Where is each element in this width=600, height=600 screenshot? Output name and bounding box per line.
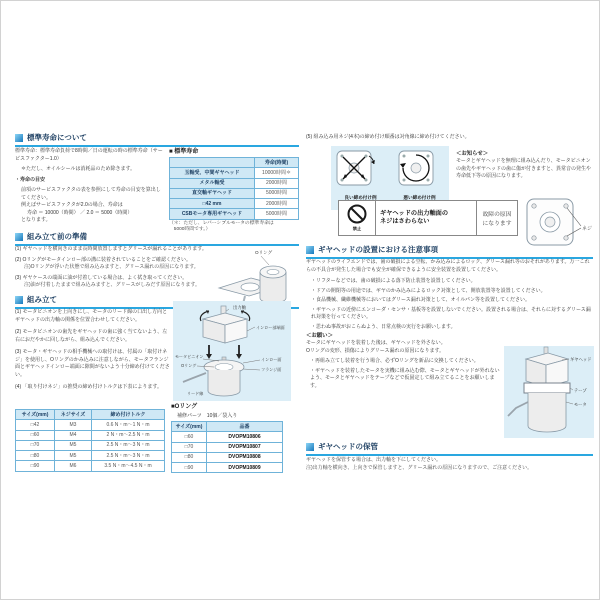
prep-item-3-note: 注)油が付着したままで組み込みますと、グリースがしみだす原因になります。 — [24, 282, 201, 288]
output-shaft-label: 出力軸 — [233, 305, 246, 310]
life-paragraph-1-note: ＊ただし、オイルシールは消耗品のため除きます。 — [21, 166, 136, 172]
life-table-col-value: 寿命(時間) — [255, 158, 299, 168]
life-row-value: 2000時間 — [255, 178, 299, 188]
table-row — [170, 188, 299, 198]
taping-illustration — [504, 346, 594, 438]
leader-line — [243, 360, 260, 363]
prohibition-icon — [345, 204, 369, 228]
table-row — [16, 420, 165, 430]
table-row — [16, 440, 165, 450]
notice-body: モータとギヤヘッドを無理に組み込んだり、モータピニオンの歯先やギヤヘッドの歯に傷が付きますと、異常音の発生や寿命低下等の原因になります。 — [456, 158, 592, 179]
spigot-end-label: インロー部端面 — [256, 325, 285, 330]
leader-line — [243, 369, 260, 370]
torque-value: 2.5 N・m〜3 N・m — [92, 451, 165, 461]
leader-line — [247, 327, 255, 331]
table-row — [170, 158, 299, 168]
life-paragraph-2c: 寿命 ＝ 10000（時間） ／ 2.0 ＝ 5000（時間） — [27, 209, 133, 216]
torque-screw: M4 — [55, 430, 92, 440]
prohibition-action — [376, 201, 477, 235]
torque-screw: M5 — [55, 451, 92, 461]
table-row — [170, 199, 299, 209]
oring-size: □60 — [172, 432, 207, 442]
assembly-figure — [173, 301, 291, 401]
life-paragraph-2b: 例えばサービスファクタが2.0の場合、寿命は — [21, 202, 123, 208]
torque-col-size: サイズ(mm) — [16, 410, 55, 420]
storage-line-1: ギヤヘッドを保管する場合は、出力軸を下にしてください。 — [306, 457, 442, 463]
tightening-diagrams — [331, 148, 449, 190]
tape-band-shape — [524, 383, 570, 393]
table-row — [170, 178, 299, 188]
asm-item-4: (4) 「取り付けネジ」の推奨の締め付けトルクは下表によります。 — [15, 384, 163, 390]
life-row-label: メタル軸受 — [170, 178, 255, 188]
table-row — [172, 422, 283, 432]
request-line-2: Oリングの変形、損傷によりグリース漏れの原因になります。 — [306, 347, 445, 354]
torque-size: □90 — [16, 461, 55, 471]
life-paragraph-2a: 前項のサービスファクタの表を参照にして寿命の目安を算出してください。 — [21, 187, 161, 201]
life-table-title: ■ 標準寿命 — [169, 149, 199, 155]
torque-screw: M6 — [55, 461, 92, 471]
screw-dot — [403, 155, 406, 158]
motor-label: モータ — [574, 402, 587, 407]
life-table-note-line2: 5000時間です。） — [169, 226, 211, 232]
section-title: ギヤヘッドの設置における注意事項 — [318, 245, 438, 254]
asm-item-1: (1) モータピニオンを上向きにし、モータのリード線の口出し方向とギヤヘッドの出力軸の関係を位置合わせしてください。 — [15, 309, 168, 323]
oring-col-size: サイズ(mm) — [172, 422, 207, 432]
life-row-value: 2000時間 — [255, 199, 299, 209]
leader-line — [203, 359, 219, 361]
asm-item-2: (2) モータピニオンの歯先をギヤヘッドの歯に強く当てないよう、左右におだやかに回しながら、組み込んでください。 — [15, 329, 168, 343]
screw-shape — [532, 204, 536, 208]
asm-item-3: (3) モータ・ギヤヘッドの相手機械への取付けは、付属の「取付けネジ」を使用し、Oリングのかみ込みに注意しながら、モータフランジ面とギヤヘッドインロー端面に隙間がないよう十分締め付けてください。 — [15, 349, 170, 378]
arrowhead — [236, 354, 242, 359]
life-table-corner — [170, 158, 255, 168]
lead-wire-shape — [183, 373, 206, 382]
torque-value: 3.5 N・m〜4.5 N・m — [92, 461, 165, 471]
screw-face-illustration — [524, 193, 594, 251]
section-bullet-icon — [306, 443, 314, 451]
torque-size: □80 — [16, 451, 55, 461]
standard-life-text — [15, 148, 165, 225]
screw-shape — [532, 236, 536, 240]
screw-shape — [564, 236, 568, 240]
torque-size: □42 — [16, 420, 55, 430]
table-row — [172, 442, 283, 452]
oring-groove-shape — [267, 269, 279, 274]
storage-text — [306, 457, 593, 475]
arrowhead — [206, 354, 212, 359]
torque-value: 2 N・m〜2.5 N・m — [92, 430, 165, 440]
oring-part-number: DVOPM10807 — [207, 442, 283, 452]
prep-item-2: (2) Oリングがモータインロー部の溝に装着されていることをご確認ください。 — [15, 256, 191, 263]
oring-size: □80 — [172, 452, 207, 462]
oring-parts-subtitle: 補修パーツ 10個／袋入り — [177, 413, 238, 419]
good-example-caption: 良い締め付け例 — [344, 195, 377, 200]
section-bullet-icon — [15, 233, 23, 241]
screw-face-figure — [524, 193, 594, 251]
oring-part-number: DVOPM10809 — [207, 463, 283, 473]
table-row — [16, 461, 165, 471]
prohibition-action-line2: ネジはさわらない — [380, 218, 430, 225]
notice-title: ＜お知らせ＞ — [456, 151, 489, 157]
request-bullet-2: ・ギヤヘッドを装着したモータを実機に組み込む際、モータとギヤヘッドが外れないよう、モータとギヤヘッドをテープなどで仮固定して組み立てることをお願いします。 — [310, 367, 500, 389]
oring-label: Oリング — [255, 250, 273, 255]
screw-dot — [427, 179, 430, 182]
request-title: ＜お願い＞ — [306, 333, 333, 339]
oring-size: □90 — [172, 463, 207, 473]
life-paragraph-2d: となります。 — [21, 217, 51, 223]
screw-dot — [427, 155, 430, 158]
oring-parts-table — [171, 421, 283, 473]
section-header-standard-life — [15, 132, 299, 147]
torque-table-block — [15, 409, 165, 472]
table-row — [170, 209, 299, 219]
table-row — [16, 451, 165, 461]
life-table-note-line1: （＊：ただし、レバーシブルモータの標準寿命は — [169, 220, 274, 226]
leader-line — [566, 402, 573, 404]
oring-col-part: 品番 — [207, 422, 283, 432]
prohibition-panel — [338, 200, 518, 236]
spigot-label: インロー面 — [261, 357, 282, 362]
prohibition-action-line1: ギヤヘッドの出力軸面の — [380, 209, 449, 217]
life-table — [169, 157, 299, 220]
section-title: 組み立て前の準備 — [27, 232, 87, 241]
prep-item-1: (1) ギヤヘッドを横向きのまま長時間放置しますとグリースが漏れることがあります。 — [15, 246, 207, 252]
caution-intro: ギヤヘッドのライフエンドでは、歯の破損による空転、かみ込みによるロック、グリース漏れ等のおそれがあります。万一これらの不具合が発生した場合でも安全が確保できるように安全装置を設置してください。 — [306, 259, 590, 273]
section-header-caution — [306, 244, 593, 259]
life-row-value: 5000時間 — [255, 188, 299, 198]
caution-bullet: ・ギヤヘッドの近傍にエンコーダ・センサ・基板等を設置しないでください。設置される場合は、それらに対するグリース漏れ対策を行ってください。 — [311, 306, 591, 320]
life-subhead: ・寿命の目安 — [15, 176, 46, 183]
bad-example-caption: 悪い締め付け例 — [403, 195, 436, 200]
life-row-label: 直交軸ギヤヘッド — [170, 188, 255, 198]
prohibition-result: 故障の原因になります — [482, 212, 512, 227]
screw-shape — [564, 204, 568, 208]
table-row — [172, 452, 283, 462]
caution-bullets — [311, 278, 593, 334]
screw-dot — [403, 179, 406, 182]
life-paragraph-1: 標準寿命：標準寿命負荷で8時間／日の運転の時の標準寿命（サービスファクター1.0） — [15, 148, 163, 162]
section-bullet-icon — [15, 296, 23, 304]
torque-screw: M3 — [55, 420, 92, 430]
life-row-value: 5000時間 — [255, 209, 299, 219]
oring-label: Oリング — [181, 363, 197, 368]
caution-bullet: ・思わぬ事故がおこらぬよう、日常点検の実行をお願いします。 — [311, 323, 456, 330]
request-bullet-1: ・再組み立てし装着を行う場合、必ずOリングを新品に交換してください。 — [310, 358, 479, 364]
section-title: 標準寿命について — [27, 133, 87, 142]
oring-part-number: DVOPM10806 — [207, 432, 283, 442]
section-title: ギヤヘッドの保管 — [318, 442, 378, 451]
life-row-label: CSBモータ専用ギヤヘッド — [170, 209, 255, 219]
flange-label: フランジ面 — [261, 367, 282, 372]
flange-bore — [241, 283, 259, 291]
shaft-bore — [545, 217, 555, 227]
torque-table — [15, 409, 165, 472]
oring-shape — [215, 364, 233, 371]
oring-size: □70 — [172, 442, 207, 452]
gearhead-label: ギヤヘッド — [570, 357, 592, 362]
motor-body-shape — [208, 370, 240, 396]
assembly-text — [15, 309, 170, 395]
prohibition-icon-cell — [339, 201, 376, 235]
torque-screw: M5 — [55, 440, 92, 450]
torque-value: 2.5 N・m〜3 N・m — [92, 440, 165, 450]
assembly-illustration — [173, 301, 291, 401]
table-row — [16, 430, 165, 440]
table-row — [16, 410, 165, 420]
oring-parts-block — [171, 401, 283, 473]
life-row-label: □42 mm — [170, 199, 255, 209]
tape-label: テープ — [574, 388, 587, 393]
standard-life-table-block — [169, 146, 299, 233]
lead-wire-label: リード線 — [187, 391, 204, 396]
storage-line-2: 注)出力軸を横向き、上向きで保管しますと、グリース漏れの原因になりますので、ご注意ください。 — [306, 464, 533, 471]
caution-bullet: ・食品機械、繊維機械等においてはグリース漏れ対策として、オイルパン等を設置してください。 — [311, 297, 531, 303]
oring-part-number: DVOPM10808 — [207, 452, 283, 462]
section-header-storage — [306, 441, 593, 456]
request-block — [306, 331, 501, 393]
leader-line — [261, 256, 269, 265]
preparation-text — [15, 246, 207, 293]
table-row — [170, 168, 299, 178]
request-line-1: モータにギヤヘッドを装着した後は、ギヤヘッドを外さない。 — [306, 340, 446, 346]
prohibition-icon-label: 禁止 — [352, 226, 362, 231]
screw-label: ネジ — [582, 226, 593, 232]
oring-parts-title: ■Oリング — [171, 404, 198, 410]
table-row — [172, 432, 283, 442]
notice-block — [456, 149, 594, 181]
caution-bullet: ・リフターなどでは、歯の破損による落下防止装置を設置してください。 — [311, 278, 476, 284]
torque-size: □60 — [16, 430, 55, 440]
torque-col-torque: 締め付けトルク — [92, 410, 165, 420]
asm-item-5: (5) 組み込み用ネジ(4本)の締め付け順番は対角線に締め付けてください。 — [306, 134, 470, 140]
life-row-label: 玉軸受、中間ギヤヘッド — [170, 168, 255, 178]
section-title: 組み立て — [27, 295, 57, 304]
section-bullet-icon — [306, 246, 314, 254]
caution-bullet: ・ドアの開閉等の用途では、ギヤのかみ込みによるロック対策として、開放装置等を設置してください。 — [311, 287, 546, 294]
center-bore — [411, 163, 421, 173]
motor-pinion-label: モータピニオン — [175, 354, 204, 359]
torque-value: 0.6 N・m〜1 N・m — [92, 420, 165, 430]
life-row-value: 10000時間＊ — [255, 168, 299, 178]
lead-wire-shape — [508, 402, 528, 416]
torque-size: □70 — [16, 440, 55, 450]
prep-item-2-note: 注)Oリングが浮いた状態で組み込みますと、グリース漏れの原因になります。 — [24, 264, 199, 270]
taping-figure — [504, 346, 594, 438]
section-bullet-icon — [15, 134, 23, 142]
torque-col-screw: ネジサイズ — [55, 410, 92, 420]
prep-item-3: (3) ギヤケースの端面に油が付着している場合は、よく拭き取ってください。 — [15, 274, 188, 281]
motor-body-shape — [528, 393, 566, 432]
table-row — [172, 463, 283, 473]
